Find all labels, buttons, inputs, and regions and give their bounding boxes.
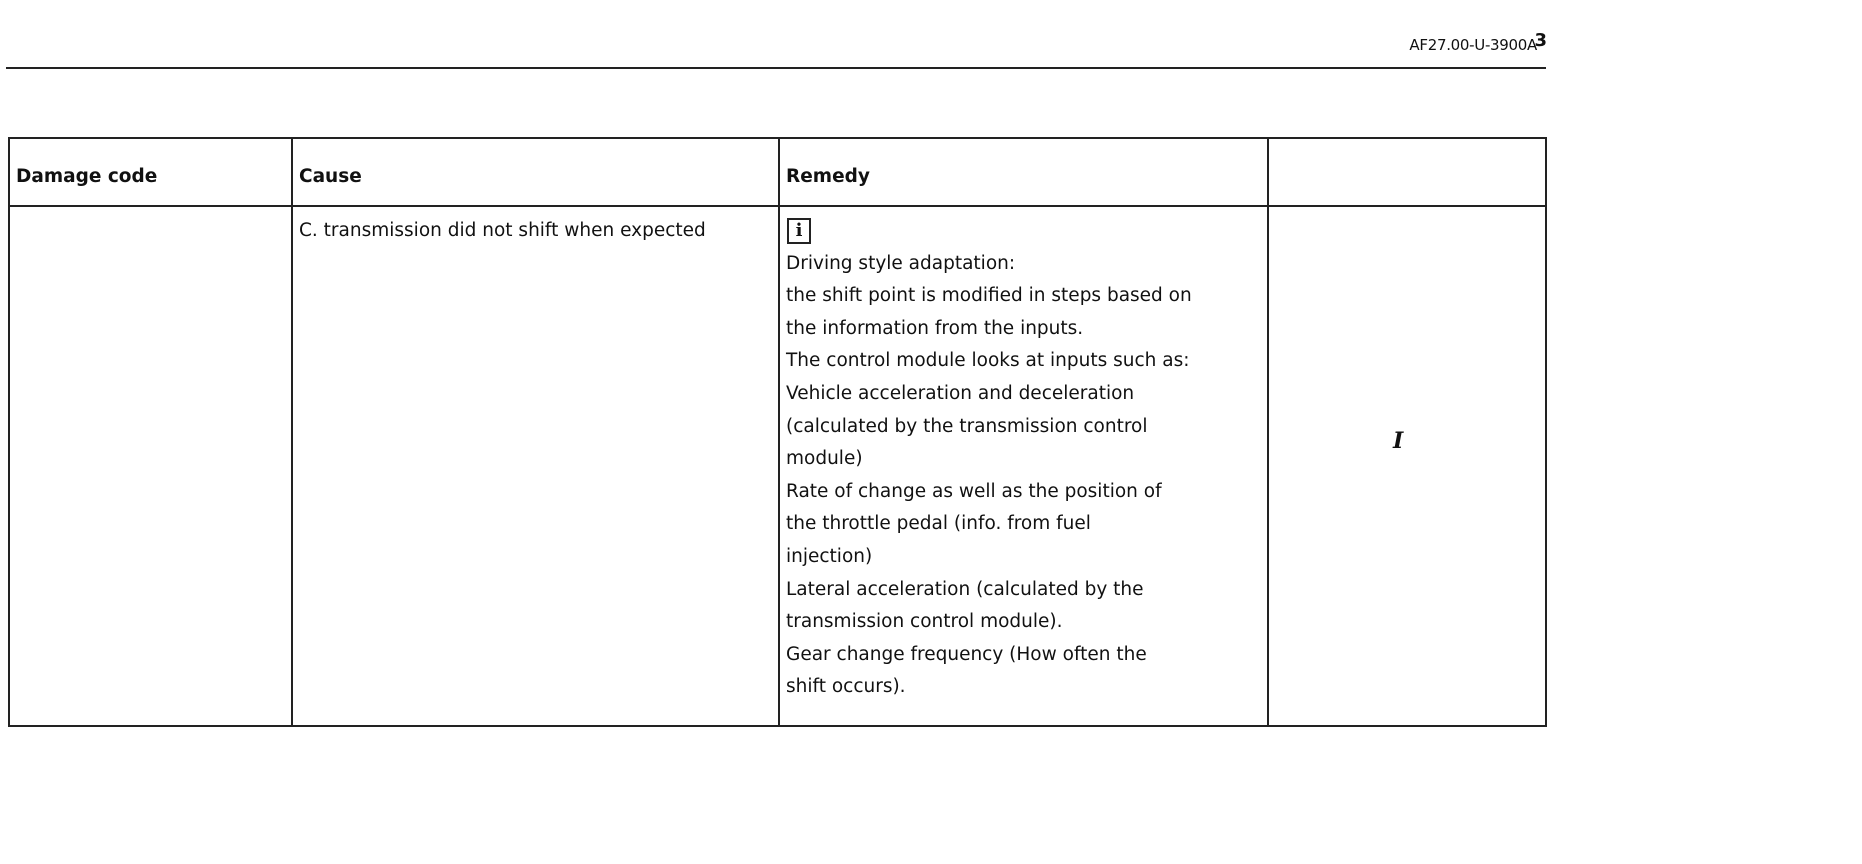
remedy-line: Rate of change as well as the position of: [786, 480, 1162, 502]
damage-table: [8, 137, 1547, 727]
remedy-cell: [779, 206, 1268, 726]
page-number: 3: [1534, 30, 1547, 51]
table-header-row: [9, 138, 1546, 206]
remedy-line: injection): [786, 545, 873, 567]
info-icon: i: [787, 218, 811, 244]
remedy-line: the throttle pedal (info. from fuel: [786, 513, 1091, 535]
column-header-cause: Cause: [292, 138, 779, 206]
remedy-line: The control module looks at inputs such as:: [786, 350, 1190, 372]
remedy-line: transmission control module).: [786, 611, 1063, 633]
column-header-remedy: Remedy: [779, 138, 1268, 206]
cause-cell: C. transmission did not shift when expected: [292, 206, 779, 726]
column-header-blank: [1268, 138, 1546, 206]
remedy-line: Gear change frequency (How often the: [786, 643, 1147, 665]
table-row: [9, 206, 1546, 726]
remedy-line: the information from the inputs.: [786, 317, 1084, 339]
blank-cell: [1268, 206, 1546, 726]
column-header-damage-code: Damage code: [9, 138, 292, 206]
remedy-line: the shift point is modified in steps based on: [786, 285, 1192, 307]
remedy-line: module): [786, 448, 863, 470]
document-code: AF27.00-U-3900A: [1409, 36, 1537, 54]
margin-mark: I: [1393, 428, 1404, 454]
damage-code-cell: [9, 206, 292, 726]
remedy-line: Vehicle acceleration and deceleration: [786, 382, 1135, 404]
remedy-line: Driving style adaptation:: [786, 252, 1016, 274]
header-rule: [6, 67, 1546, 69]
remedy-line: (calculated by the transmission control: [786, 415, 1148, 437]
remedy-line: shift occurs).: [786, 676, 906, 698]
remedy-line: Lateral acceleration (calculated by the: [786, 578, 1144, 600]
